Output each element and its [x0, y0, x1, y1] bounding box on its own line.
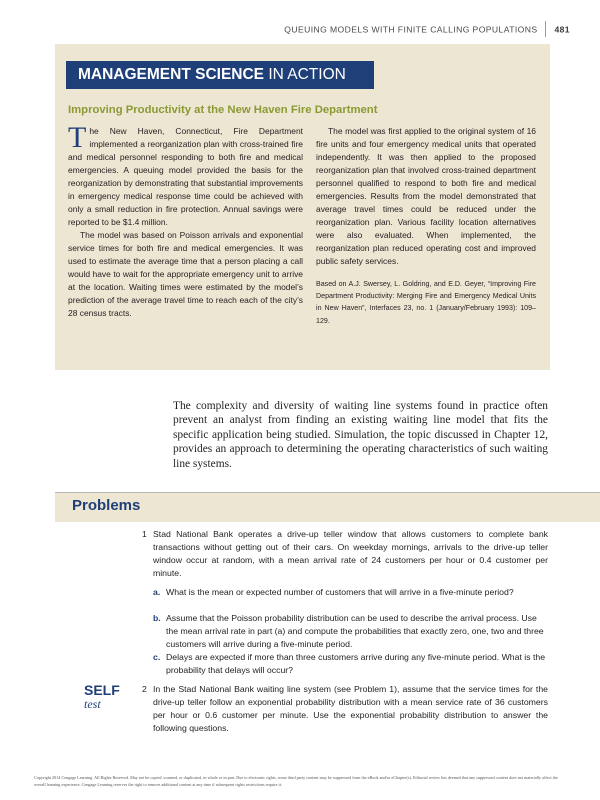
box-subtitle: Improving Productivity at the New Haven Fire Department [68, 104, 378, 116]
problem-1-text: Stad National Bank operates a drive-up teller window that allows customers to complete bank transactions without getting out of their cars. On weekday mornings, arrivals to the drive-up teller window occur at random, with a mean arrival rate of 24 customers per hour or 0.4 customer per minute. [153, 529, 548, 578]
body-paragraph: The complexity and diversity of waiting line systems found in practice often prevent an analyst from finding an existing waiting line model that fits the specific application being studied. Simulation, the topic discussed in Chapter 12, provides an approach to determining the operating characteristics of such waiting line systems. [173, 400, 548, 470]
header-divider [545, 21, 546, 37]
box-left-paragraph-1 [68, 121, 303, 229]
drop-cap: T [68, 121, 87, 154]
box-title-rest: IN ACTION [264, 66, 346, 83]
problems-heading: Problems [72, 497, 141, 514]
part-b-text: Assume that the Poisson probability distribution can be used to describe the arrival process. Use the mean arrival rate in part (a) and compute the probabilities that exactly zero, one, two and three customers will arrive during a five-minute period. [166, 613, 544, 649]
problem-1-part-b [153, 612, 548, 651]
box-left-paragraph-2: The model was based on Poisson arrivals and exponential service times for both fire and medical emergencies. It was used to estimate the average time that a person placing a call would have to wait for the appropriate emergency unit to arrive at the location. Waiting times were estimated by the model’s prediction of the average travel time to reach each of the city’s 28 census tracts. [68, 230, 303, 318]
running-title: QUEUING MODELS WITH FINITE CALLING POPULATIONS [284, 24, 538, 35]
part-c-text: Delays are expected if more than three customers arrive during any five-minute period. What is the probability that delays will occur? [166, 652, 546, 675]
problem-2-text: In the Stad National Bank waiting line system (see Problem 1), assume that the service times for the drive-up teller follow an exponential probability distribution with a mean service rate of 36 customers per hour or 0.6 customer per minute. Use the exponential probability distribution to answer the following questions. [153, 684, 548, 733]
part-a-text: What is the mean or expected number of customers that will arrive in a five-minute period? [166, 587, 514, 597]
part-c-label: c. [153, 652, 161, 662]
problem-1-number: 1 [142, 529, 147, 539]
box-title-banner [66, 61, 374, 89]
box-title-bold: MANAGEMENT SCIENCE [78, 66, 265, 83]
problem-1-part-a [153, 586, 548, 599]
self-test-label: SELF [84, 682, 120, 698]
part-a-label: a. [153, 587, 161, 597]
box-left-column [68, 121, 303, 320]
box-right-paragraph-1: The model was first applied to the original system of 16 fire units and four emergency medical units that operated independently. It was then applied to the proposed reorganization plan that involved cross-trained department personnel qualified to respond to both fire and medical emergencies. Results from the model demonstrated that average travel times could be reduced under the reorganization plan. Various facility location alternatives were also evaluated. When implemented, the reorganization plan reduced operating cost and improved public safety services. [316, 126, 536, 266]
box-reference: Based on A.J. Swersey, L. Goldring, and E.D. Geyer, “Improving Fire Department Productivity: Merging Fire and Emergency Medical Units in New Haven”, Interfaces 23, no. 1 (January/February 1993): 109–129. [316, 280, 536, 325]
problem-1-part-c [153, 651, 548, 677]
self-test-sublabel: test [84, 697, 101, 711]
box-right-column [316, 125, 536, 327]
running-header [284, 22, 570, 38]
box-left-paragraph-1-text: he New Haven, Connecticut, Fire Department implemented a reorganization plan with cross-trained fire and medical personnel responding to both fire and medical emergencies. A queuing model provided the basis for the reorganization by demonstrating that substantial improvements in emergency medical response time could be achieved with only a small reduction in fire protection. Annual savings were reported to be $1.4 million. [68, 126, 303, 227]
copyright-notice: Copyright 2014 Cengage Learning. All Rights Reserved. May not be copied, scanned, or duplicated, in whole or in part. Due to electronic rights, some third party content may be suppressed from the eBook and/or eChapter(s). Editorial review has deemed that any suppressed content does not materially affect the overall learning experience. Cengage Learning reserves the right to remove additional content at any time if subsequent rights restrictions require it. [34, 775, 558, 787]
part-b-label: b. [153, 613, 161, 623]
page-number: 481 [554, 24, 570, 35]
problem-2-number: 2 [142, 684, 147, 694]
